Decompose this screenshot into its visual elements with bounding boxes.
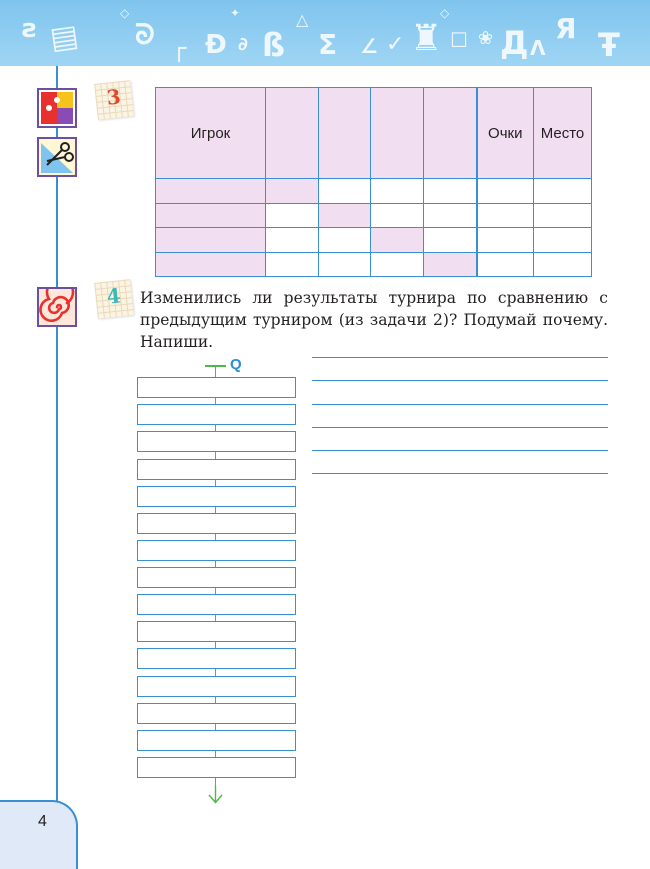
table-cell[interactable] bbox=[371, 203, 424, 228]
column-header-blank bbox=[424, 88, 477, 179]
decor-figure-icon: ♜ bbox=[410, 18, 443, 59]
table-row bbox=[156, 203, 592, 228]
answer-line[interactable] bbox=[312, 404, 608, 405]
stack-box[interactable] bbox=[137, 459, 296, 480]
stack-box[interactable] bbox=[137, 404, 296, 425]
decor-glyph: ◇ bbox=[440, 6, 450, 20]
table-cell bbox=[371, 228, 424, 253]
task-3-badge bbox=[94, 80, 134, 120]
table-cell[interactable] bbox=[266, 228, 319, 253]
answer-line[interactable] bbox=[312, 450, 608, 451]
stack-box[interactable] bbox=[137, 377, 296, 398]
table-cell[interactable] bbox=[477, 203, 534, 228]
decor-glyph: ∠ bbox=[360, 34, 378, 58]
table-cell bbox=[266, 179, 319, 204]
table-cell bbox=[424, 252, 477, 277]
decor-glyph: Ŧ bbox=[598, 26, 620, 64]
table-cell[interactable] bbox=[319, 252, 371, 277]
decor-glyph: ✓ bbox=[386, 32, 405, 57]
table-cell[interactable] bbox=[477, 252, 534, 277]
decor-glyph: Д bbox=[500, 24, 529, 62]
decor-glyph: ✦ bbox=[230, 6, 241, 20]
table-row bbox=[156, 252, 592, 277]
table-cell[interactable] bbox=[371, 179, 424, 204]
table-cell[interactable] bbox=[156, 252, 266, 277]
decor-glyph: ☐ bbox=[450, 28, 468, 52]
table-header-row bbox=[156, 88, 592, 179]
column-header-place: Место bbox=[534, 88, 592, 179]
table-cell[interactable] bbox=[156, 179, 266, 204]
tournament-table bbox=[155, 87, 592, 277]
decor-glyph: ◇ bbox=[120, 6, 130, 20]
column-header-blank bbox=[371, 88, 424, 179]
decor-glyph: Ʃ bbox=[318, 28, 338, 61]
stack-box[interactable] bbox=[137, 703, 296, 724]
task-number: 3 bbox=[105, 84, 122, 110]
column-header-blank bbox=[266, 88, 319, 179]
table-cell[interactable] bbox=[477, 228, 534, 253]
stack-box[interactable] bbox=[137, 648, 296, 669]
table-cell[interactable] bbox=[424, 203, 477, 228]
table-cell bbox=[319, 203, 371, 228]
decor-glyph: ∂ bbox=[238, 34, 248, 55]
table-cell[interactable] bbox=[534, 252, 592, 277]
answer-line[interactable] bbox=[312, 427, 608, 428]
answer-line[interactable] bbox=[312, 380, 608, 381]
stack-box[interactable] bbox=[137, 757, 296, 778]
stack-box[interactable] bbox=[137, 540, 296, 561]
table-cell[interactable] bbox=[319, 228, 371, 253]
stack-box[interactable] bbox=[137, 486, 296, 507]
column-header-player: Игрок bbox=[156, 88, 266, 179]
column-header-blank bbox=[319, 88, 371, 179]
table-cell[interactable] bbox=[534, 203, 592, 228]
table-cell[interactable] bbox=[371, 252, 424, 277]
header-banner bbox=[0, 0, 650, 66]
decor-glyph: ᘐ bbox=[135, 18, 155, 51]
decor-paper-icon: ▤ bbox=[47, 18, 81, 57]
table-cell[interactable] bbox=[534, 179, 592, 204]
table-cell[interactable] bbox=[534, 228, 592, 253]
table-cell[interactable] bbox=[266, 252, 319, 277]
table-cell[interactable] bbox=[424, 179, 477, 204]
table-row bbox=[156, 179, 592, 204]
stack-box[interactable] bbox=[137, 621, 296, 642]
answer-line[interactable] bbox=[312, 473, 608, 474]
stack-label: Q bbox=[230, 356, 242, 373]
decor-glyph: Ð bbox=[205, 30, 227, 60]
stack-box[interactable] bbox=[137, 676, 296, 697]
spiral-icon bbox=[37, 287, 77, 327]
table-cell[interactable] bbox=[156, 228, 266, 253]
arrow-down-icon bbox=[207, 786, 224, 804]
page-corner bbox=[0, 800, 78, 869]
stack-box[interactable] bbox=[137, 730, 296, 751]
task-4-question: Изменились ли результаты турнира по сравнению с предыдущим турниром (из задачи 2)? Подумай почему. Напиши. bbox=[140, 289, 608, 351]
table-cell[interactable] bbox=[477, 179, 534, 204]
decor-glyph: ƨ bbox=[22, 14, 38, 44]
decor-glyph: ┌ bbox=[172, 34, 187, 62]
table-cell[interactable] bbox=[266, 203, 319, 228]
decor-glyph: △ bbox=[296, 10, 309, 29]
stack-top-cap bbox=[205, 365, 226, 367]
stack-box[interactable] bbox=[137, 567, 296, 588]
task-4-badge bbox=[94, 279, 134, 319]
stack-box[interactable] bbox=[137, 513, 296, 534]
table-cell[interactable] bbox=[319, 179, 371, 204]
decor-glyph: ß bbox=[262, 26, 286, 64]
table-row bbox=[156, 228, 592, 253]
stack-box[interactable] bbox=[137, 431, 296, 452]
margin-rule bbox=[56, 66, 58, 869]
page-number: 4 bbox=[38, 813, 47, 830]
task-number: 4 bbox=[105, 283, 122, 309]
table-cell[interactable] bbox=[424, 228, 477, 253]
column-header-points: Очки bbox=[477, 88, 534, 179]
decor-glyph: Я bbox=[555, 12, 577, 45]
stack-box[interactable] bbox=[137, 594, 296, 615]
scissors-icon bbox=[37, 137, 77, 177]
table-cell[interactable] bbox=[156, 203, 266, 228]
puzzle-icon bbox=[37, 88, 77, 128]
decor-glyph: ❀ bbox=[478, 28, 494, 49]
decor-glyph: Λ bbox=[530, 36, 546, 60]
answer-line[interactable] bbox=[312, 357, 608, 358]
